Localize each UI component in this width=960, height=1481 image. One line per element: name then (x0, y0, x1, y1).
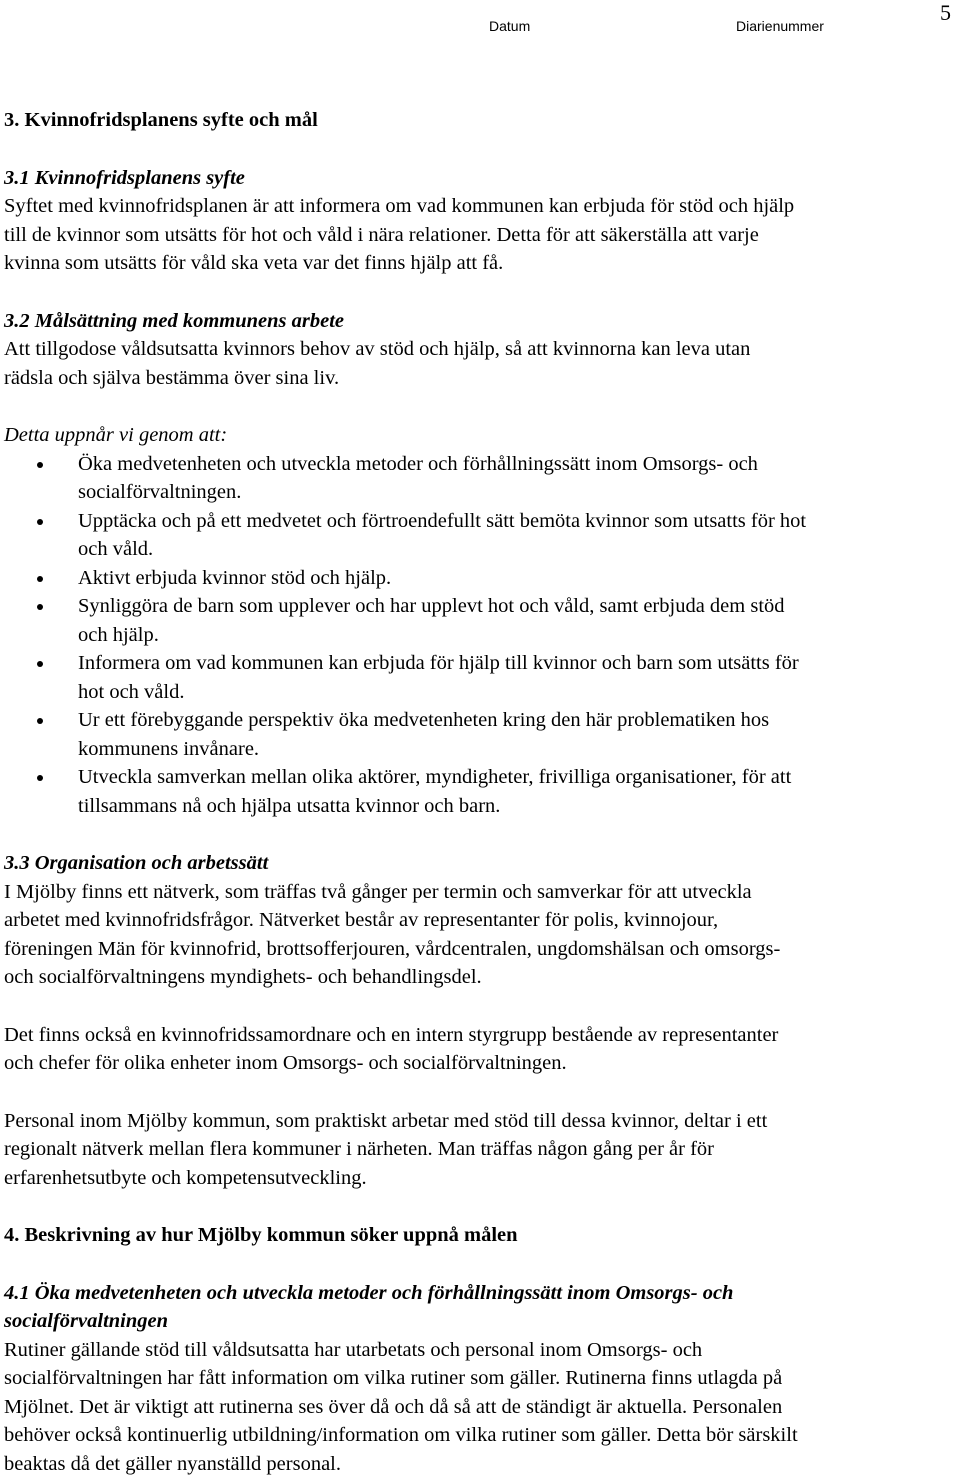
goal-item-line: Upptäcka och på ett medvetet och förtroendefullt sätt bemöta kvinnor som utsatts för hot (78, 509, 807, 532)
goal-item-line: hot och våld. (78, 680, 185, 703)
section-3-3-para3-line: erfarenhetsutbyte och kompetensutveckling. (4, 1166, 367, 1189)
section-4-1-line: Rutiner gällande stöd till våldsutsatta har utarbetats och personal inom Omsorgs- och (4, 1338, 703, 1361)
section-4-1-line: Mjölnet. Det är viktigt att rutinerna ses över då och då så att de ständigt är aktuella. Personalen (4, 1395, 783, 1418)
goal-item-line: Synliggöra de barn som upplever och har upplevt hot och våld, samt erbjuda dem stöd (78, 595, 785, 617)
section-3-3-para3-line: Personal inom Mjölby kommun, som praktiskt arbetar med stöd till dessa kvinnor, deltar i ett (4, 1109, 768, 1132)
section-3-1-line: kvinna som utsätts för våld ska veta var det finns hjälp att få. (4, 252, 504, 274)
goal-item-line: Aktivt erbjuda kvinnor stöd och hjälp. (78, 566, 392, 589)
section-3-2-heading: 3.2 Målsättning med kommunens arbete (4, 309, 345, 332)
goal-item-line: Informera om vad kommunen kan erbjuda för hjälp till kvinnor och barn som utsätts för (78, 652, 799, 674)
goal-item (4, 649, 954, 706)
section-3-2-line: rädsla och själva bestämma över sina liv. (4, 366, 340, 389)
goals-intro: Detta uppnår vi genom att: (4, 424, 228, 446)
goals-list (4, 450, 954, 821)
section-4-1-heading: socialförvaltningen (4, 1310, 169, 1332)
page-number: 5 (940, 0, 951, 25)
goal-item-line: tillsammans nå och hjälpa utsatta kvinnor och barn. (78, 794, 501, 817)
section-3-2-line: Att tillgodose våldsutsatta kvinnors behov av stöd och hjälp, så att kvinnorna kan leva utan (4, 338, 751, 360)
section-4-1-line: beaktas då det gäller nyanställd personal. (4, 1452, 341, 1475)
section-3-1-heading: 3.1 Kvinnofridsplanens syfte (4, 166, 245, 189)
section-4-heading: 4. Beskrivning av hur Mjölby kommun söker uppnå målen (4, 1224, 518, 1246)
section-3-3-para2-line: Det finns också en kvinnofridssamordnare och en intern styrgrupp bestående av representanter (4, 1023, 779, 1046)
goal-item (4, 507, 954, 564)
goal-item (4, 592, 954, 649)
goal-item-line: kommunens invånare. (78, 737, 260, 760)
section-3-3-para1-line: arbetet med kvinnofridsfrågor. Nätverket består av representanter för polis, kvinnojour, (4, 909, 719, 931)
section-4-1-line: socialförvaltningen har fått information om vilka rutiner som gäller. Rutinerna finns utlagda på (4, 1367, 783, 1389)
goal-item (4, 564, 954, 593)
goal-item-line: och våld. (78, 538, 154, 560)
section-4-1-line: behöver också kontinuerlig utbildning/information om vilka rutiner som gäller. Detta bör särskilt (4, 1424, 798, 1446)
section-3-3-para3-line: regionalt nätverk mellan flera kommuner i närheten. Man träffas någon gång per år för (4, 1138, 715, 1160)
goal-item-line: Öka medvetenheten och utveckla metoder och förhållningssätt inom Omsorgs- och (78, 452, 758, 475)
section-3-heading: 3. Kvinnofridsplanens syfte och mål (4, 109, 318, 131)
goal-item (4, 763, 954, 820)
section-3-3-para1-line: föreningen Män för kvinnofrid, brottsofferjouren, vårdcentralen, ungdomshälsan och omsorgs- (4, 937, 781, 960)
section-3-3-para1-line: och socialförvaltningens myndighets- och behandlingsdel. (4, 966, 482, 988)
document-body (4, 106, 954, 1478)
section-3-3-para1-line: I Mjölby finns ett nätverk, som träffas två gånger per termin och samverkar för att utveckla (4, 880, 752, 903)
header-datum-label: Datum (489, 18, 531, 34)
goal-item-line: socialförvaltningen. (78, 481, 242, 503)
goal-item (4, 706, 954, 763)
section-3-3-heading: 3.3 Organisation och arbetssätt (4, 852, 269, 874)
section-3-1-line: Syftet med kvinnofridsplanen är att informera om vad kommunen kan erbjuda för stöd och hjälp (4, 195, 795, 217)
section-3-1-line: till de kvinnor som utsätts för hot och våld i nära relationer. Detta för att säkerställa att varje (4, 223, 759, 246)
goal-item-line: Utveckla samverkan mellan olika aktörer, myndigheter, frivilliga organisationer, för att (78, 766, 792, 788)
goal-item (4, 450, 954, 507)
section-3-3-para2-line: och chefer för olika enheter inom Omsorgs- och socialförvaltningen. (4, 1052, 567, 1074)
header-diarienummer-label: Diarienummer (736, 18, 824, 34)
goal-item-line: Ur ett förebyggande perspektiv öka medvetenheten kring den här problematiken hos (78, 709, 770, 731)
section-4-1-heading: 4.1 Öka medvetenheten och utveckla metoder och förhållningssätt inom Omsorgs- och (4, 1281, 734, 1304)
goal-item-line: och hjälp. (78, 623, 159, 646)
